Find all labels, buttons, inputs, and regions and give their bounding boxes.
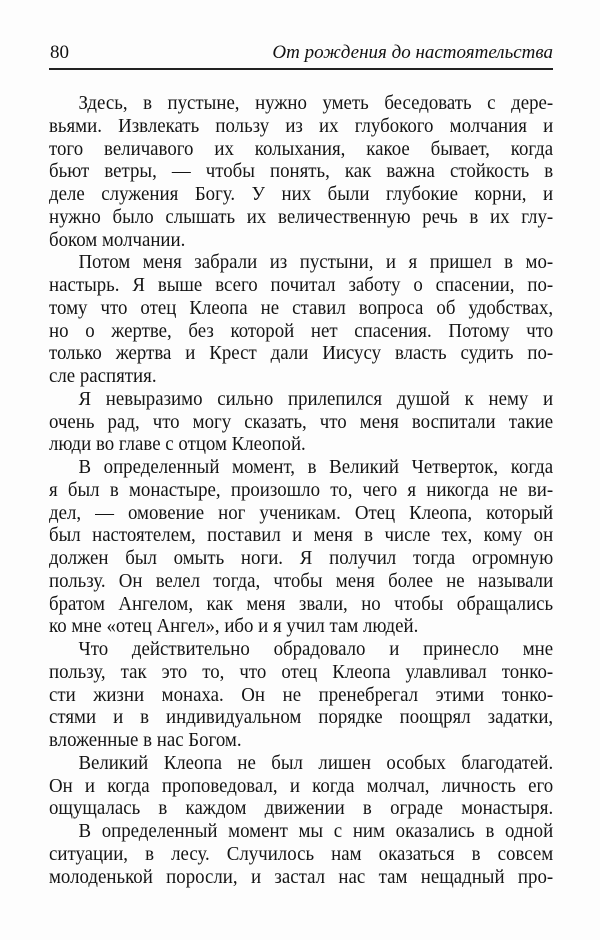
paragraph-5	[49, 638, 553, 752]
running-head	[49, 42, 553, 66]
text-line: ситуации, в лесу. Случилось нам оказаться в совсем	[49, 842, 554, 865]
paragraph-7	[49, 820, 553, 888]
page-number: 80	[50, 42, 69, 63]
running-title: От рождения до настоятельства	[272, 42, 553, 63]
text-line: Великий Клеопа не был лишен особых благодатей.	[78, 751, 554, 774]
text-line: боком молчании.	[49, 228, 186, 251]
paragraph-3	[49, 388, 553, 456]
text-line: вьями. Извлекать пользу из их глубокого молчания и	[49, 114, 554, 137]
text-line: пользу. Он велел тогда, чтобы меня более не называли	[49, 569, 554, 592]
text-line: люди во главе с отцом Клеопой.	[49, 433, 306, 456]
paragraph-2	[49, 251, 553, 388]
text-line: Я невыразимо сильно прилепился душой к нему и	[78, 387, 554, 410]
text-line: вложенные в нас Богом.	[49, 729, 242, 751]
text-line: тому что отец Клеопа не ставил вопроса об удобствах,	[49, 296, 554, 319]
text-line: стями и в индивидуальном порядке поощрял задатки,	[49, 706, 554, 729]
text-line: должен был омыть ноги. Я получил тогда огромную	[49, 547, 554, 569]
paragraph-4	[49, 456, 553, 638]
text-line: только жертва и Крест дали Иисусу власть судить по-	[49, 342, 554, 365]
text-line: пользу, так это то, что отец Клеопа улавливал тонко-	[49, 660, 554, 683]
paragraph-6	[49, 752, 553, 820]
text-line: настырь. Я выше всего почитал заботу о спасении, по-	[49, 274, 554, 296]
text-line: очень рад, что могу сказать, что меня воспитали такие	[49, 410, 554, 433]
text-line: молоденькой поросли, и застал нас там нещадный про-	[49, 865, 554, 888]
text-line: деле служения Богу. У них были глубокие корни, и	[49, 183, 554, 205]
text-line: Здесь, в пустыне, нужно уметь беседовать с дере-	[78, 92, 554, 114]
text-line: нужно было слышать их величественную речь в их глу-	[49, 205, 554, 228]
text-line: того величавого их колыхания, какое бывает, когда	[49, 137, 554, 160]
text-line: Потом меня забрали из пустыни, и я пришел в мо-	[78, 251, 554, 274]
text-line: я был в монастыре, произошло то, чего я никогда не ви-	[49, 478, 554, 501]
paragraph-1	[49, 92, 553, 251]
text-line: В определенный момент, в Великий Четверток, когда	[78, 456, 554, 478]
text-line: бьют ветры, — чтобы понять, как важна стойкость в	[49, 160, 554, 183]
body-text	[49, 92, 553, 888]
text-line: Он и когда проповедовал, и когда молчал, личность его	[49, 774, 554, 797]
text-line: но о жертве, без которой нет спасения. Потому что	[49, 319, 554, 342]
text-line: ко мне «отец Ангел», ибо и я учил там людей.	[49, 615, 419, 638]
text-line: ощущалась в каждом движении в ограде монастыря.	[49, 797, 554, 820]
text-line: Что действительно обрадовало и принесло мне	[78, 638, 554, 660]
text-line: дел, — омовение ног ученикам. Отец Клеопа, который	[49, 501, 554, 524]
header-rule	[49, 68, 553, 70]
text-line: братом Ангелом, как меня звали, но чтобы обращались	[49, 592, 554, 615]
text-line: сле распятия.	[49, 365, 157, 387]
text-line: сти жизни монаха. Он не пренебрегал этими тонко-	[49, 683, 554, 706]
text-line: был настоятелем, поставил и меня в числе тех, кому он	[49, 524, 554, 547]
text-line: В определенный момент мы с ним оказались в одной	[78, 820, 554, 842]
